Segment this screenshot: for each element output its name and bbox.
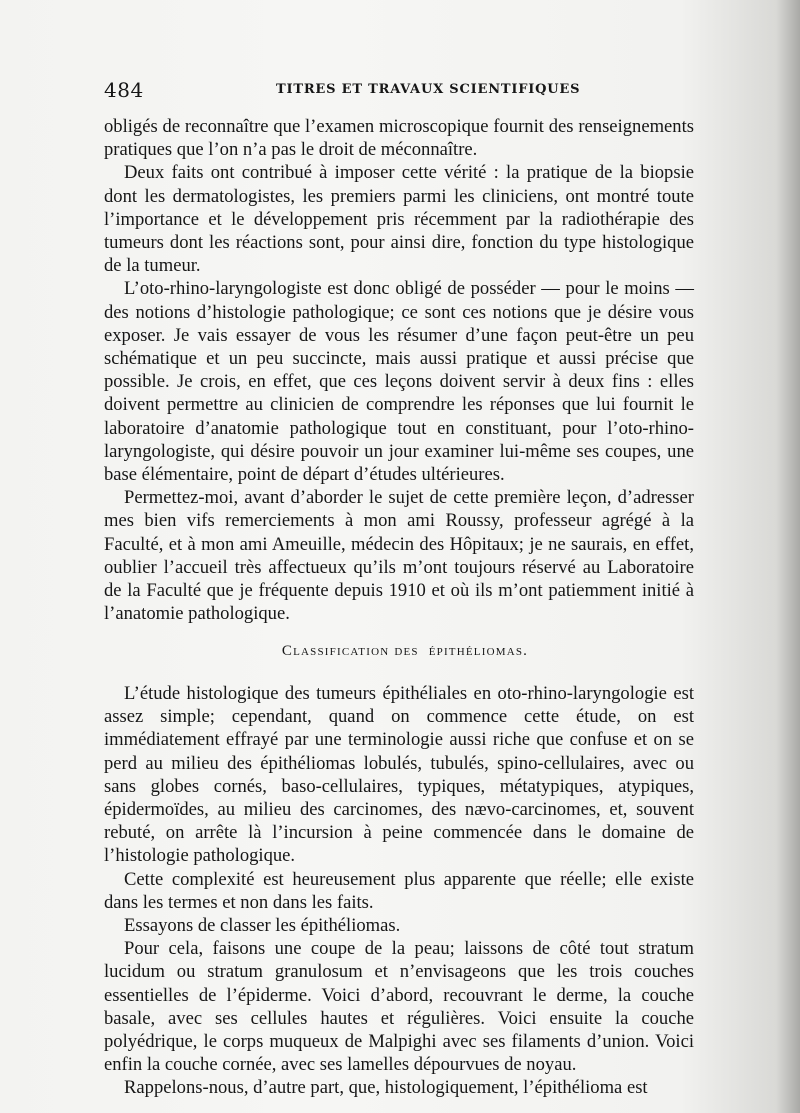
page-number: 484 [104, 78, 144, 102]
section-heading-part-1: Classification des [281, 643, 419, 659]
paragraph: L’étude histologique des tumeurs épithéliales en oto-rhino-laryngologie est assez simple; cependant, quand on commence cette étude, on est immédiatement effrayé par une terminologie aussi riche que confuse et on se perd au milieu des épithéliomas lobulés, tubulés, spino-cellulaires, avec ou sans globes cornés, baso-cellulaires, typiques, métatypiques, atypiques, épidermoïdes, au milieu des carcinomes, des nævo-carcinomes, et, souvent rebuté, on arrête là l’incursion à peine commencée dans le domaine de l’histologie pathologique. [104, 683, 694, 867]
paragraph: Permettez-moi, avant d’aborder le sujet de cette première leçon, d’adresser mes bien vifs remerciements à mon ami Roussy, professeur agrégé à la Faculté, et à mon ami Ameuille, médecin des Hôpitaux; je ne saurais, en effet, oublier l’accueil très affectueux qu’ils m’ont toujours réservé au Laboratoire de la Faculté que je fréquente depuis 1910 et où ils m’ont patiemment initié à l’anatomie pathologique. [104, 487, 694, 625]
paragraph-truncated: Rappelons-nous, d’autre part, que, histologiquement, l’épithélioma est [124, 1077, 648, 1099]
text-block-classification [104, 682, 694, 1100]
paragraph: Cette complexité est heureusement plus apparente que réelle; elle existe dans les termes et non dans les faits. [104, 868, 694, 913]
paragraph: L’oto-rhino-laryngologiste est donc obligé de posséder — pour le moins — des notions d’histologie pathologique; ce sont ces notions que je désire vous exposer. Je vais essayer de vous les résumer d’une façon peut-être un peu schématique et un peu succincte, mais aussi pratique et aussi précise que possible. Je crois, en effet, que ces leçons doivent servir à deux fins : elles doivent permettre au clinicien de comprendre les réponses que lui fournit le laboratoire d’anatomie pathologique tout en constituant, pour l’oto-rhino-laryngologiste, qui désire pouvoir un jour examiner lui-même ses coupes, une base élémentaire, point de départ d’études ultérieures. [104, 278, 694, 486]
paragraph: Deux faits ont contribué à imposer cette vérité : la pratique de la biopsie dont les dermatologistes, les premiers parmi les cliniciens, ont montré toute l’importance et le développement pris récemment par la radiothérapie des tumeurs dont les réactions sont, pour ainsi dire, fonction du type histologique de la tumeur. [104, 162, 694, 277]
paragraph: Essayons de classer les épithéliomas. [124, 915, 401, 937]
section-heading [0, 643, 800, 660]
section-heading-part-2: épithéliomas. [428, 643, 529, 659]
running-title: TITRES ET TRAVAUX SCIENTIFIQUES [276, 82, 581, 97]
text-block-intro [104, 115, 694, 625]
page-header [104, 78, 696, 104]
paragraph-continued: obligés de reconnaître que l’examen microscopique fournit des renseignements pratiques que l’on n’a pas le droit de méconnaître. [104, 116, 694, 161]
paragraph: Pour cela, faisons une coupe de la peau; laissons de côté tout stratum lucidum ou stratum granulosum et n’envisageons que les trois couches essentielles de l’épiderme. Voici d’abord, recouvrant le derme, la couche basale, avec ses cellules hautes et régulières. Voici ensuite la couche polyédrique, le corps muqueux de Malpighi avec ses filaments d’union. Voici enfin la couche cornée, avec ses lamelles dépourvues de noyau. [104, 938, 694, 1076]
